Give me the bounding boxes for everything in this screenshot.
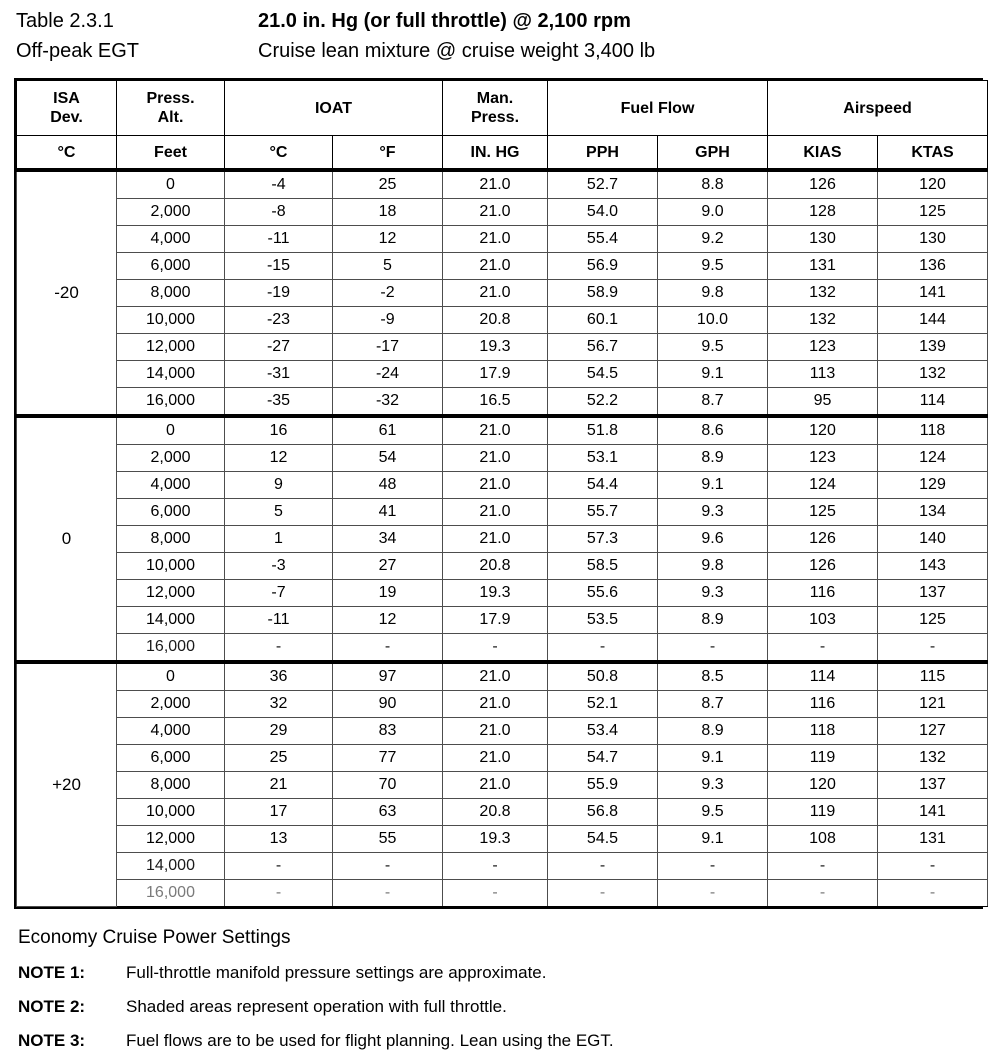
cell-oat-c: 25 xyxy=(225,745,333,772)
cell-pph: 53.4 xyxy=(548,718,658,745)
table-row xyxy=(17,772,988,799)
cell-pph: 54.5 xyxy=(548,826,658,853)
table-subtitle: Off-peak EGT xyxy=(16,40,140,62)
cell-kias: 132 xyxy=(768,280,878,307)
cell-gph: 9.1 xyxy=(658,472,768,499)
cell-alt: 14,000 xyxy=(117,607,225,634)
cell-oat-f: 18 xyxy=(333,199,443,226)
table-row xyxy=(17,691,988,718)
table-row xyxy=(17,416,988,445)
cell-man: 21.0 xyxy=(443,526,548,553)
cell-ktas: 130 xyxy=(878,226,988,253)
cell-pph: 56.9 xyxy=(548,253,658,280)
cell-ktas: 141 xyxy=(878,280,988,307)
cell-ktas: - xyxy=(878,880,988,907)
cell-man: - xyxy=(443,634,548,663)
table-row xyxy=(17,388,988,417)
cell-alt: 4,000 xyxy=(117,472,225,499)
cell-man: 20.8 xyxy=(443,553,548,580)
cell-man: 21.0 xyxy=(443,499,548,526)
cell-pph: 54.4 xyxy=(548,472,658,499)
cell-oat-c: 12 xyxy=(225,445,333,472)
cell-gph: 9.2 xyxy=(658,226,768,253)
cell-man: 19.3 xyxy=(443,334,548,361)
cruise-condition-heading: Cruise lean mixture @ cruise weight 3,400 lb xyxy=(258,40,656,62)
header-ioat: IOAT xyxy=(225,81,443,136)
cell-oat-c: -23 xyxy=(225,307,333,334)
cell-alt: 2,000 xyxy=(117,199,225,226)
cell-pph: 54.7 xyxy=(548,745,658,772)
cell-ktas: 125 xyxy=(878,199,988,226)
table-row xyxy=(17,880,988,907)
note-label: NOTE 3: xyxy=(18,1031,86,1050)
cell-oat-f: 97 xyxy=(333,662,443,691)
header-man-press-line2: Press. xyxy=(470,109,520,126)
cell-kias: 120 xyxy=(768,416,878,445)
isa-dev-value: +20 xyxy=(17,662,117,907)
table-row xyxy=(17,634,988,663)
cell-man: 20.8 xyxy=(443,799,548,826)
cell-ktas: 141 xyxy=(878,799,988,826)
cell-oat-f: -9 xyxy=(333,307,443,334)
cell-kias: 131 xyxy=(768,253,878,280)
cell-oat-c: -11 xyxy=(225,226,333,253)
cell-gph: 9.5 xyxy=(658,799,768,826)
cell-ktas: 139 xyxy=(878,334,988,361)
header-group-row xyxy=(17,81,988,136)
cell-man: 17.9 xyxy=(443,361,548,388)
cell-oat-f: -24 xyxy=(333,361,443,388)
cell-man: 21.0 xyxy=(443,718,548,745)
cell-oat-c: 29 xyxy=(225,718,333,745)
cell-kias: 103 xyxy=(768,607,878,634)
table-row xyxy=(17,226,988,253)
table-row xyxy=(17,553,988,580)
cell-kias: 123 xyxy=(768,445,878,472)
title-right-group xyxy=(258,6,655,66)
cell-gph: 8.9 xyxy=(658,607,768,634)
cell-oat-f: 19 xyxy=(333,580,443,607)
cell-oat-c: 1 xyxy=(225,526,333,553)
note-row xyxy=(18,1031,997,1051)
note-text: Full-throttle manifold pressure settings are approximate. xyxy=(126,963,547,982)
unit-ktas: KTAS xyxy=(878,136,988,171)
notes-section xyxy=(18,927,997,1051)
table-row xyxy=(17,607,988,634)
cell-gph: 9.5 xyxy=(658,253,768,280)
unit-man-press: IN. HG xyxy=(443,136,548,171)
cell-oat-c: 13 xyxy=(225,826,333,853)
table-number: Table 2.3.1 xyxy=(16,10,114,32)
cell-kias: 114 xyxy=(768,662,878,691)
performance-table-container xyxy=(14,78,983,909)
cell-pph: 55.7 xyxy=(548,499,658,526)
cell-oat-c: -19 xyxy=(225,280,333,307)
cell-oat-f: 77 xyxy=(333,745,443,772)
isa-dev-value: -20 xyxy=(17,170,117,416)
cell-kias: - xyxy=(768,634,878,663)
cell-gph: 9.3 xyxy=(658,499,768,526)
cell-gph: 9.6 xyxy=(658,526,768,553)
cell-man: 20.8 xyxy=(443,307,548,334)
cell-man: 21.0 xyxy=(443,472,548,499)
cell-oat-c: - xyxy=(225,634,333,663)
cell-ktas: 136 xyxy=(878,253,988,280)
note-row xyxy=(18,997,997,1017)
cell-oat-f: - xyxy=(333,634,443,663)
cell-kias: 95 xyxy=(768,388,878,417)
cell-kias: 132 xyxy=(768,307,878,334)
table-row xyxy=(17,662,988,691)
cell-pph: 55.4 xyxy=(548,226,658,253)
cell-kias: 123 xyxy=(768,334,878,361)
header-press-alt xyxy=(117,81,225,136)
isa-block xyxy=(17,416,988,662)
unit-ioat-c: °C xyxy=(225,136,333,171)
cell-man: 21.0 xyxy=(443,199,548,226)
cell-pph: 54.5 xyxy=(548,361,658,388)
cell-gph: 9.1 xyxy=(658,826,768,853)
cell-alt: 8,000 xyxy=(117,772,225,799)
unit-gph: GPH xyxy=(658,136,768,171)
unit-press-alt: Feet xyxy=(117,136,225,171)
cell-oat-c: -15 xyxy=(225,253,333,280)
cell-pph: - xyxy=(548,634,658,663)
cell-oat-f: 83 xyxy=(333,718,443,745)
cell-alt: 12,000 xyxy=(117,826,225,853)
table-row xyxy=(17,526,988,553)
cell-ktas: 114 xyxy=(878,388,988,417)
cell-oat-c: 5 xyxy=(225,499,333,526)
cell-gph: 8.6 xyxy=(658,416,768,445)
cell-oat-f: 41 xyxy=(333,499,443,526)
cell-alt: 10,000 xyxy=(117,553,225,580)
cell-alt: 14,000 xyxy=(117,361,225,388)
cell-kias: 118 xyxy=(768,718,878,745)
cell-oat-f: 25 xyxy=(333,170,443,199)
note-row xyxy=(18,963,997,983)
cell-oat-c: 21 xyxy=(225,772,333,799)
unit-pph: PPH xyxy=(548,136,658,171)
title-left-group xyxy=(16,6,139,66)
table-row xyxy=(17,472,988,499)
cell-man: 21.0 xyxy=(443,691,548,718)
cell-oat-c: - xyxy=(225,880,333,907)
header-man-press-line1: Man. xyxy=(476,90,514,107)
cell-pph: 56.7 xyxy=(548,334,658,361)
header-isa-dev-line2: Dev. xyxy=(50,109,83,126)
cell-oat-c: -31 xyxy=(225,361,333,388)
cell-man: 21.0 xyxy=(443,445,548,472)
cell-pph: 52.2 xyxy=(548,388,658,417)
unit-kias: KIAS xyxy=(768,136,878,171)
cell-gph: 9.5 xyxy=(658,334,768,361)
cell-gph: 8.8 xyxy=(658,170,768,199)
notes-caption: Economy Cruise Power Settings xyxy=(18,927,291,948)
cell-pph: 50.8 xyxy=(548,662,658,691)
cell-pph: - xyxy=(548,853,658,880)
cell-gph: 10.0 xyxy=(658,307,768,334)
cell-ktas: 121 xyxy=(878,691,988,718)
cell-pph: 58.9 xyxy=(548,280,658,307)
note-label: NOTE 1: xyxy=(18,963,86,982)
cell-oat-c: - xyxy=(225,853,333,880)
cell-alt: 6,000 xyxy=(117,745,225,772)
cell-alt: 6,000 xyxy=(117,253,225,280)
cell-oat-f: 5 xyxy=(333,253,443,280)
table-header xyxy=(17,81,988,171)
cell-gph: 9.8 xyxy=(658,280,768,307)
cell-kias: 126 xyxy=(768,553,878,580)
cell-alt: 6,000 xyxy=(117,499,225,526)
cell-alt: 2,000 xyxy=(117,445,225,472)
cell-kias: 116 xyxy=(768,580,878,607)
cell-man: 21.0 xyxy=(443,745,548,772)
cell-man: 21.0 xyxy=(443,253,548,280)
isa-block xyxy=(17,170,988,416)
cell-gph: 9.0 xyxy=(658,199,768,226)
table-row xyxy=(17,280,988,307)
cell-oat-f: 48 xyxy=(333,472,443,499)
cell-kias: 113 xyxy=(768,361,878,388)
cell-gph: 9.1 xyxy=(658,361,768,388)
cell-ktas: 129 xyxy=(878,472,988,499)
cell-oat-f: 70 xyxy=(333,772,443,799)
cell-ktas: 137 xyxy=(878,580,988,607)
cell-ktas: 134 xyxy=(878,499,988,526)
table-row xyxy=(17,445,988,472)
cell-man: 17.9 xyxy=(443,607,548,634)
cell-alt: 0 xyxy=(117,170,225,199)
header-isa-dev xyxy=(17,81,117,136)
cell-oat-f: - xyxy=(333,853,443,880)
cell-kias: 126 xyxy=(768,526,878,553)
title-block xyxy=(0,0,997,78)
cell-gph: - xyxy=(658,634,768,663)
cell-pph: 58.5 xyxy=(548,553,658,580)
cell-oat-f: 27 xyxy=(333,553,443,580)
cell-alt: 8,000 xyxy=(117,526,225,553)
cell-oat-f: 12 xyxy=(333,607,443,634)
cell-oat-f: 55 xyxy=(333,826,443,853)
cell-oat-c: 36 xyxy=(225,662,333,691)
cell-alt: 10,000 xyxy=(117,799,225,826)
cell-alt: 0 xyxy=(117,416,225,445)
cell-oat-c: -8 xyxy=(225,199,333,226)
cell-ktas: 140 xyxy=(878,526,988,553)
cell-ktas: 127 xyxy=(878,718,988,745)
cell-ktas: 118 xyxy=(878,416,988,445)
cell-alt: 4,000 xyxy=(117,718,225,745)
cell-ktas: 137 xyxy=(878,772,988,799)
cell-kias: 125 xyxy=(768,499,878,526)
cell-man: 21.0 xyxy=(443,662,548,691)
cell-alt: 2,000 xyxy=(117,691,225,718)
cell-ktas: 144 xyxy=(878,307,988,334)
cell-alt: 14,000 xyxy=(117,853,225,880)
cell-man: 16.5 xyxy=(443,388,548,417)
cell-pph: 55.9 xyxy=(548,772,658,799)
cell-man: 21.0 xyxy=(443,170,548,199)
cell-oat-c: -11 xyxy=(225,607,333,634)
cell-man: 21.0 xyxy=(443,280,548,307)
cell-oat-c: 16 xyxy=(225,416,333,445)
cell-kias: 120 xyxy=(768,772,878,799)
cell-kias: - xyxy=(768,880,878,907)
header-airspeed: Airspeed xyxy=(768,81,988,136)
cell-ktas: 115 xyxy=(878,662,988,691)
cell-kias: 119 xyxy=(768,799,878,826)
cell-gph: 9.8 xyxy=(658,553,768,580)
cell-ktas: 120 xyxy=(878,170,988,199)
cell-pph: 52.1 xyxy=(548,691,658,718)
cell-oat-c: 32 xyxy=(225,691,333,718)
header-units-row xyxy=(17,136,988,171)
cell-pph: 51.8 xyxy=(548,416,658,445)
performance-table xyxy=(16,80,988,907)
cell-gph: 8.7 xyxy=(658,691,768,718)
cell-gph: 8.9 xyxy=(658,445,768,472)
cell-pph: 53.5 xyxy=(548,607,658,634)
table-row xyxy=(17,253,988,280)
cell-kias: 116 xyxy=(768,691,878,718)
cell-ktas: 132 xyxy=(878,361,988,388)
cell-oat-c: -7 xyxy=(225,580,333,607)
cell-oat-f: 54 xyxy=(333,445,443,472)
cell-ktas: 143 xyxy=(878,553,988,580)
cell-kias: 126 xyxy=(768,170,878,199)
cell-ktas: 131 xyxy=(878,826,988,853)
cell-oat-c: -35 xyxy=(225,388,333,417)
cell-gph: - xyxy=(658,880,768,907)
cell-man: - xyxy=(443,853,548,880)
cell-kias: 119 xyxy=(768,745,878,772)
cell-kias: 130 xyxy=(768,226,878,253)
note-text: Shaded areas represent operation with full throttle. xyxy=(126,997,507,1016)
cell-oat-c: -3 xyxy=(225,553,333,580)
cell-ktas: - xyxy=(878,634,988,663)
cell-oat-f: -32 xyxy=(333,388,443,417)
cell-pph: 55.6 xyxy=(548,580,658,607)
cell-gph: 8.7 xyxy=(658,388,768,417)
table-row xyxy=(17,199,988,226)
cell-oat-c: 17 xyxy=(225,799,333,826)
cell-kias: 124 xyxy=(768,472,878,499)
cell-oat-f: 34 xyxy=(333,526,443,553)
cell-oat-c: 9 xyxy=(225,472,333,499)
header-fuel-flow: Fuel Flow xyxy=(548,81,768,136)
unit-isa-dev: °C xyxy=(17,136,117,171)
header-isa-dev-line1: ISA xyxy=(53,90,80,107)
cell-ktas: 124 xyxy=(878,445,988,472)
table-row xyxy=(17,745,988,772)
cell-oat-f: - xyxy=(333,880,443,907)
cell-ktas: - xyxy=(878,853,988,880)
cell-alt: 4,000 xyxy=(117,226,225,253)
cell-gph: - xyxy=(658,853,768,880)
cell-ktas: 132 xyxy=(878,745,988,772)
power-setting-heading: 21.0 in. Hg (or full throttle) @ 2,100 rpm xyxy=(258,10,631,32)
table-row xyxy=(17,334,988,361)
cell-alt: 8,000 xyxy=(117,280,225,307)
cell-pph: 56.8 xyxy=(548,799,658,826)
table-row xyxy=(17,853,988,880)
cell-kias: 108 xyxy=(768,826,878,853)
table-row xyxy=(17,718,988,745)
cell-man: - xyxy=(443,880,548,907)
header-press-alt-line2: Alt. xyxy=(157,109,184,126)
table-row xyxy=(17,799,988,826)
cell-man: 21.0 xyxy=(443,416,548,445)
cell-pph: 60.1 xyxy=(548,307,658,334)
cell-alt: 16,000 xyxy=(117,634,225,663)
cell-kias: - xyxy=(768,853,878,880)
notes-list xyxy=(18,963,997,1051)
table-row xyxy=(17,170,988,199)
cell-man: 21.0 xyxy=(443,226,548,253)
table-row xyxy=(17,307,988,334)
cell-oat-c: -27 xyxy=(225,334,333,361)
header-press-alt-line1: Press. xyxy=(146,90,195,107)
cell-gph: 9.3 xyxy=(658,580,768,607)
cell-oat-f: 63 xyxy=(333,799,443,826)
note-text: Fuel flows are to be used for flight planning. Lean using the EGT. xyxy=(126,1031,614,1050)
cell-alt: 16,000 xyxy=(117,880,225,907)
note-label: NOTE 2: xyxy=(18,997,86,1016)
cell-pph: 54.0 xyxy=(548,199,658,226)
cell-gph: 8.5 xyxy=(658,662,768,691)
cell-kias: 128 xyxy=(768,199,878,226)
cell-man: 19.3 xyxy=(443,826,548,853)
cell-oat-f: -17 xyxy=(333,334,443,361)
table-row xyxy=(17,826,988,853)
cell-ktas: 125 xyxy=(878,607,988,634)
table-row xyxy=(17,580,988,607)
cell-oat-f: 12 xyxy=(333,226,443,253)
cell-alt: 0 xyxy=(117,662,225,691)
isa-block xyxy=(17,662,988,907)
cell-pph: 53.1 xyxy=(548,445,658,472)
table-row xyxy=(17,361,988,388)
cell-pph: 52.7 xyxy=(548,170,658,199)
cell-oat-f: 90 xyxy=(333,691,443,718)
cell-oat-f: 61 xyxy=(333,416,443,445)
table-row xyxy=(17,499,988,526)
cell-alt: 12,000 xyxy=(117,334,225,361)
cell-gph: 8.9 xyxy=(658,718,768,745)
cell-gph: 9.1 xyxy=(658,745,768,772)
isa-dev-value: 0 xyxy=(17,416,117,662)
cell-pph: - xyxy=(548,880,658,907)
cell-man: 19.3 xyxy=(443,580,548,607)
cell-alt: 12,000 xyxy=(117,580,225,607)
cell-oat-c: -4 xyxy=(225,170,333,199)
header-man-press xyxy=(443,81,548,136)
cell-man: 21.0 xyxy=(443,772,548,799)
cell-alt: 16,000 xyxy=(117,388,225,417)
cell-gph: 9.3 xyxy=(658,772,768,799)
cell-alt: 10,000 xyxy=(117,307,225,334)
cell-oat-f: -2 xyxy=(333,280,443,307)
unit-ioat-f: °F xyxy=(333,136,443,171)
cell-pph: 57.3 xyxy=(548,526,658,553)
